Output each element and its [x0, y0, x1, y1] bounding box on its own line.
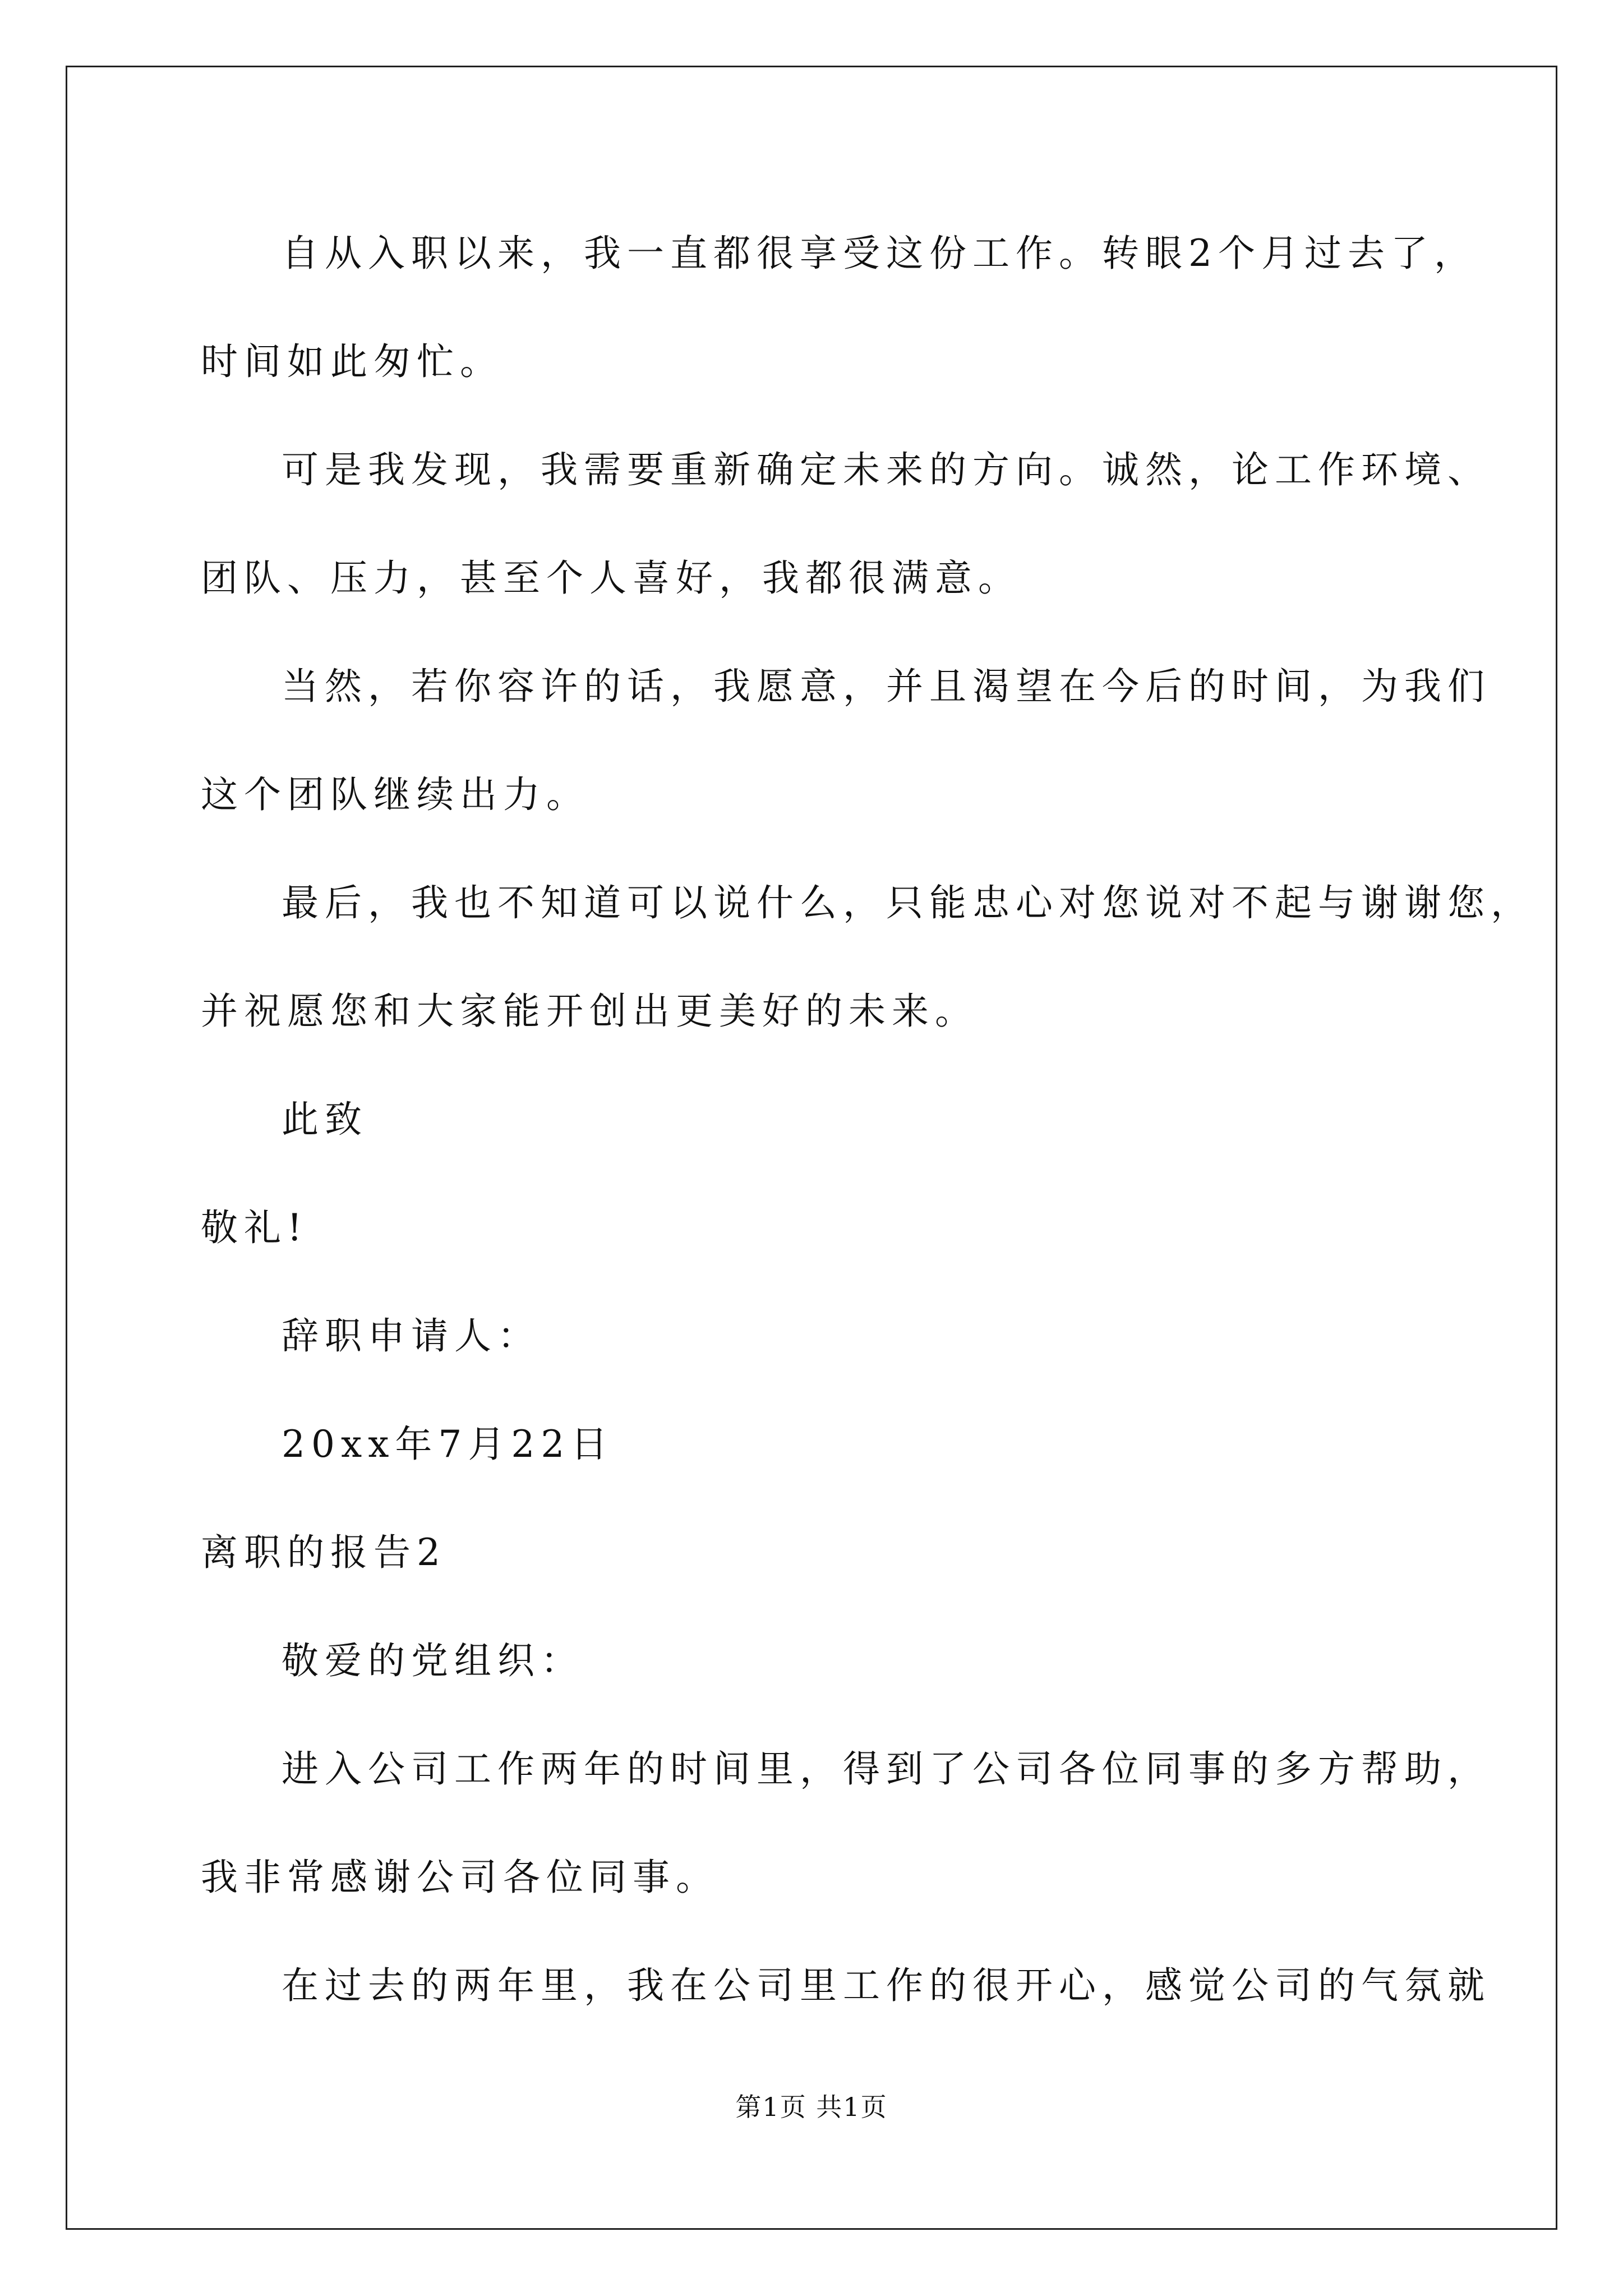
- text-line-15: 进入公司工作两年的时间里，得到了公司各位同事的多方帮助，: [282, 1747, 1491, 1791]
- date-line: 20xx年7月22日: [282, 1423, 614, 1466]
- text-line-17: 在过去的两年里，我在公司里工作的很开心，感觉公司的气氛就: [282, 1964, 1491, 2007]
- page-footer: 第1页 共1页: [735, 2092, 888, 2122]
- text-line-7: 最后，我也不知道可以说什么，只能忠心对您说对不起与谢谢您，: [282, 881, 1534, 924]
- text-line-8: 并祝愿您和大家能开创出更美好的未来。: [201, 990, 978, 1033]
- applicant-label: 辞职申请人：: [282, 1314, 541, 1358]
- text-line-1: 自从入职以来，我一直都很享受这份工作。转眼2个月过去了，: [282, 232, 1477, 275]
- text-line-4: 团队、压力，甚至个人喜好，我都很满意。: [201, 556, 1021, 600]
- text-line-2: 时间如此匆忙。: [201, 340, 503, 383]
- page-border: [66, 66, 1557, 2230]
- text-line-3: 可是我发现，我需要重新确定未来的方向。诚然，论工作环境、: [282, 448, 1491, 491]
- section-heading: 离职的报告2: [201, 1531, 446, 1574]
- closing-regards: 敬礼!: [201, 1206, 308, 1249]
- text-line-5: 当然，若你容许的话，我愿意，并且渴望在今后的时间，为我们: [282, 665, 1491, 708]
- text-line-6: 这个团队继续出力。: [201, 773, 589, 816]
- closing-salutation: 此致: [282, 1098, 368, 1141]
- text-line-16: 我非常感谢公司各位同事。: [201, 1856, 719, 1899]
- greeting-line: 敬爱的党组织：: [282, 1639, 584, 1682]
